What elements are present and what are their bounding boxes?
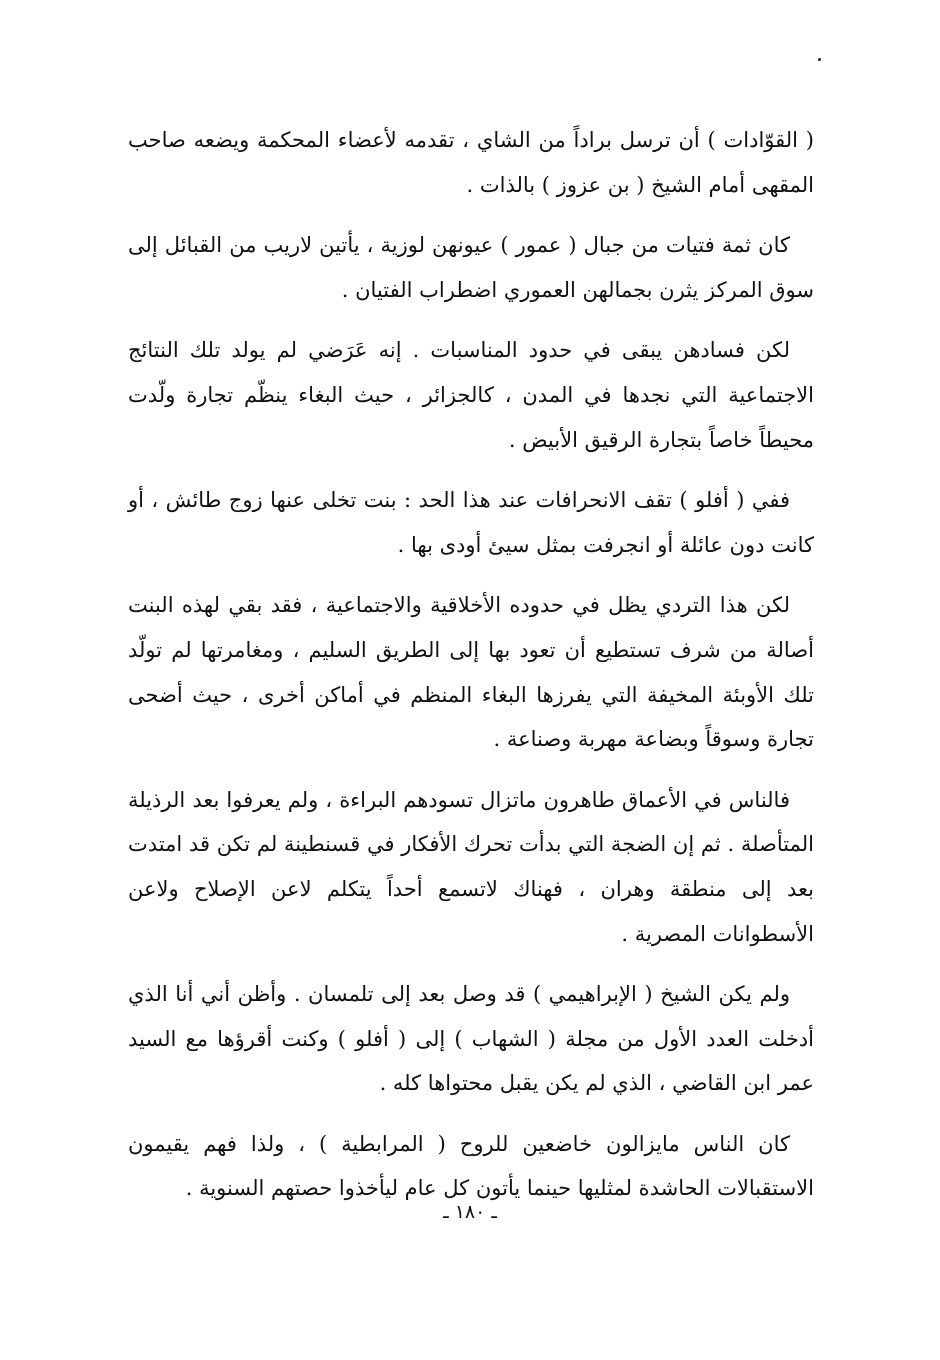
paragraph-3: لكن فسادهن يبقى في حدود المناسبات . إنه عَرَضي لم يولد تلك النتائج الاجتماعية التي نجدها في المدن ، كالجزائر ، حيث البغاء ينظّم تجارة ولّدت محيطاً خاصاً بتجارة الرقيق الأبيض . bbox=[128, 338, 814, 452]
paragraph-8: كان الناس مايزالون خاضعين للروح ( المرابطية ) ، ولذا فهم يقيمون الاستقبالات الحاشدة لمثليها حينما يأتون كل عام ليأخذوا حصتهم السنوية . bbox=[128, 1131, 814, 1201]
paragraph-4: ففي ( أفلو ) تقف الانحرافات عند هذا الحد : بنت تخلى عنها زوج طائش ، أو كانت دون عائلة أو انجرفت بمثل سيئ أودى بها . bbox=[128, 488, 814, 557]
paragraph-7: ولم يكن الشيخ ( الإبراهيمي ) قد وصل بعد إلى تلمسان . وأظن أني أنا الذي أدخلت العدد الأول من مجلة ( الشهاب ) إلى ( أفلو ) وكنت أقرؤها مع السيد عمر ابن القاضي ، الذي لم يكن يقبل محتواها كله . bbox=[128, 982, 814, 1096]
paragraph-2: كان ثمة فتيات من جبال ( عمور ) عيونهن لوزية ، يأتين لاريب من القبائل إلى سوق المركز يثرن بجمالهن العموري اضطراب الفتيان . bbox=[128, 233, 814, 302]
paragraph-6: فالناس في الأعماق طاهرون ماتزال تسودهم البراءة ، ولم يعرفوا بعد الرذيلة المتأصلة . ثم إن الضجة التي بدأت تحرك الأفكار في قسنطينة لم تكن قد امتدت بعد إلى منطقة وهران ، فهناك لاتسمع أحداً يتكلم لاعن الإصلاح ولاعن الأسطوانات المصرية . bbox=[128, 787, 814, 946]
page-number: ـ ١٨٠ ـ bbox=[443, 1201, 497, 1223]
page-mark-dot bbox=[818, 58, 821, 61]
body-text bbox=[128, 118, 814, 1227]
paragraph-5: لكن هذا التردي يظل في حدوده الأخلاقية والاجتماعية ، فقد بقي لهذه البنت أصالة من شرف تستطيع أن تعود بها إلى الطريق السليم ، ومغامرتها لم تولّد تلك الأوبئة المخيفة التي يفرزها البغاء المنظم في أماكن أخرى ، حيث أضحى تجارة وسوقاً وبضاعة مهربة وصناعة . bbox=[128, 593, 814, 752]
paragraph-1: ( القوّادات ) أن ترسل براداً من الشاي ، تقدمه لأعضاء المحكمة ويضعه صاحب المقهى أمام الشيخ ( بن عزوز ) بالذات . bbox=[128, 128, 814, 197]
